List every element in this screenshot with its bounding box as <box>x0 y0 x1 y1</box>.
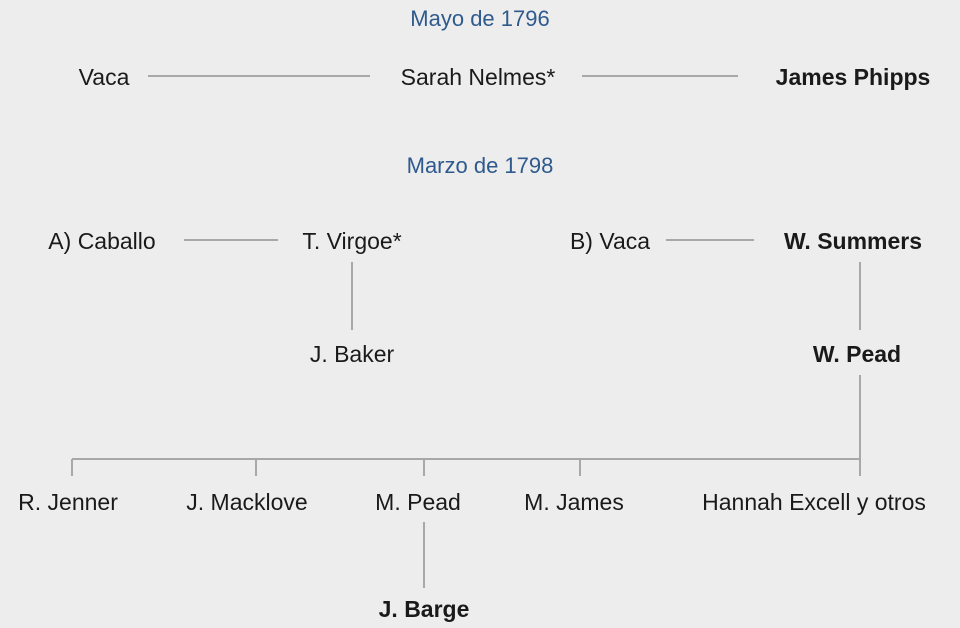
node-horse: A) Caballo <box>48 228 156 254</box>
node-j-baker: J. Baker <box>309 341 395 367</box>
node-hannah-excell: Hannah Excell y otros <box>702 489 926 515</box>
node-j-barge: J. Barge <box>378 596 470 622</box>
node-cow-b: B) Vaca <box>569 228 651 254</box>
node-m-james: M. James <box>524 489 624 515</box>
node-r-jenner: R. Jenner <box>18 489 118 515</box>
node-sarah-nelmes: Sarah Nelmes* <box>400 64 556 90</box>
node-w-summers: W. Summers <box>783 228 923 254</box>
heading-1796: Mayo de 1796 <box>410 6 550 31</box>
node-j-macklove: J. Macklove <box>186 489 308 515</box>
node-cow: Vaca <box>78 64 130 90</box>
node-james-phipps: James Phipps <box>775 64 931 90</box>
node-t-virgoe: T. Virgoe* <box>302 228 402 254</box>
node-m-pead: M. Pead <box>375 489 461 515</box>
node-w-pead: W. Pead <box>812 341 902 367</box>
heading-1798: Marzo de 1798 <box>406 153 554 178</box>
